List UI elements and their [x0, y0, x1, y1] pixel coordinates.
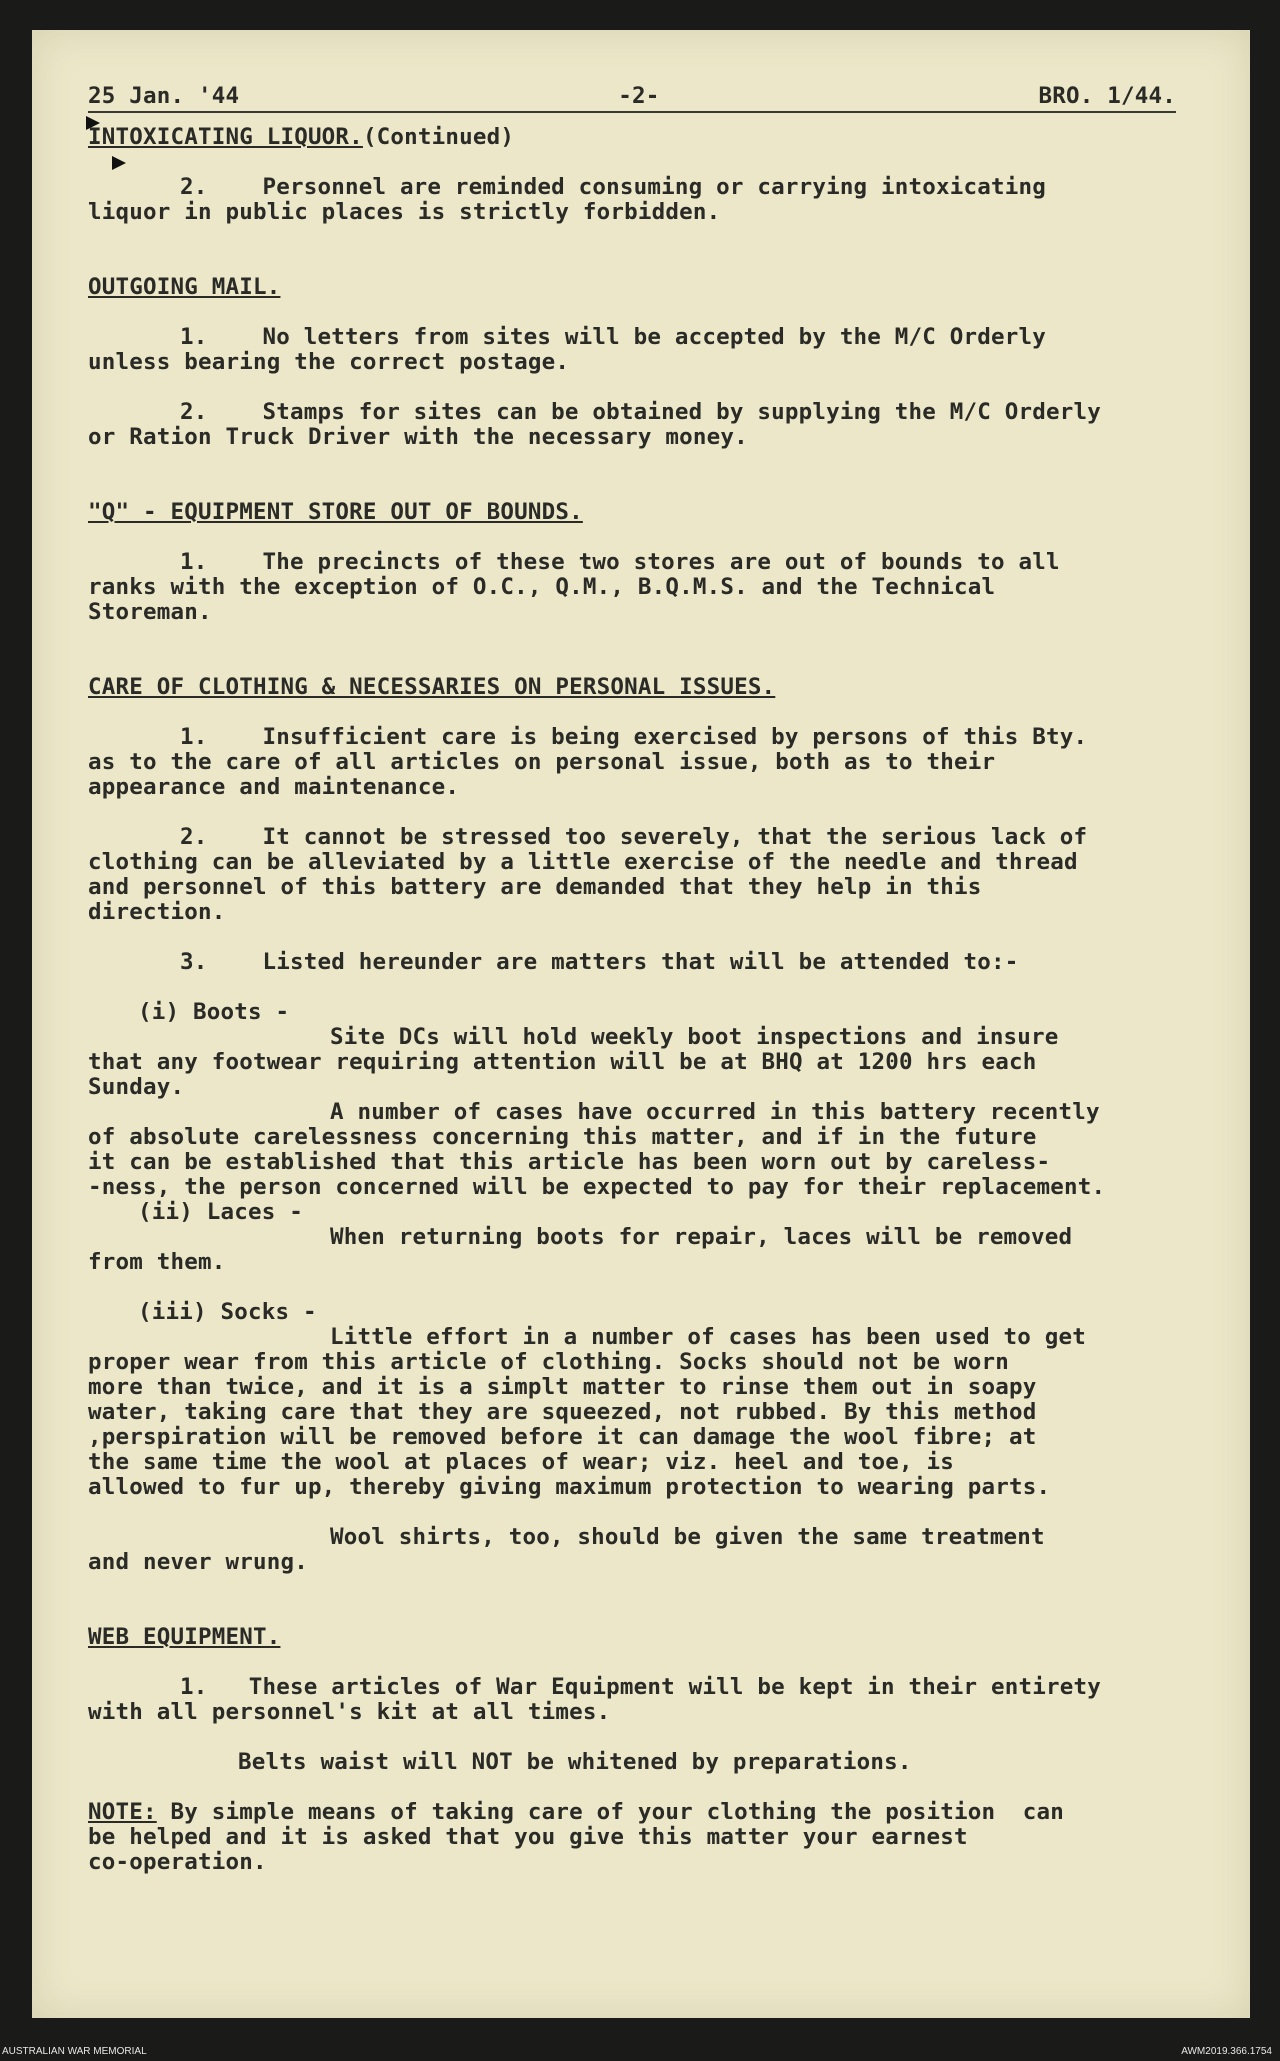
store-paragraph-1: 1. The precincts of these two stores are out of bounds to all ranks with the exception of O.C., Q.M., B.Q.M.S. and the Technical Storeman.	[88, 549, 1060, 625]
header-reference: BRO. 1/44.	[1038, 83, 1176, 109]
socks-label: (iii) Socks -	[138, 1299, 317, 1325]
page-header	[88, 84, 1176, 113]
belts-paragraph: Belts waist will NOT be whitened by preparations.	[238, 1749, 912, 1775]
boots-paragraph-1: Site DCs will hold weekly boot inspections and insure that any footwear requiring attention will be at BHQ at 1200 hrs each Sunday.	[88, 1024, 1059, 1100]
web-paragraph-1: 1. These articles of War Equipment will be kept in their entirety with all personnel's kit at all times.	[88, 1674, 1101, 1725]
mail-paragraph-1: 1. No letters from sites will be accepted by the M/C Orderly unless bearing the correct postage.	[88, 324, 1047, 375]
footer-accession-number: AWM2019.366.1754	[1181, 2046, 1272, 2057]
boots-label: (i) Boots -	[138, 999, 290, 1025]
wool-shirts-paragraph: Wool shirts, too, should be given the same treatment and never wrung.	[88, 1524, 1045, 1575]
heading-outgoing-mail: OUTGOING MAIL.	[88, 274, 281, 300]
clothing-paragraph-2: 2. It cannot be stressed too severely, that the serious lack of clothing can be alleviated by a little exercise of the needle and thread and personnel of this battery are demanded that they help in this direction.	[88, 824, 1088, 925]
heading-care-of-clothing: CARE OF CLOTHING & NECESSARIES ON PERSONAL ISSUES.	[88, 674, 776, 700]
note-text: By simple means of taking care of your clothing the position can be helped and it is asked that you give this matter your earnest co-operation.	[88, 1799, 1064, 1875]
heading-equipment-store: "Q" - EQUIPMENT STORE OUT OF BOUNDS.	[88, 499, 583, 525]
heading-continued: (Continued)	[362, 124, 515, 150]
heading-intoxicating-liquor: INTOXICATING LIQUOR.(Continued)	[88, 124, 515, 150]
document-body	[88, 84, 1218, 1875]
header-page-number: -2-	[618, 83, 660, 109]
laces-label: (ii) Laces -	[138, 1199, 303, 1225]
header-date: 25 Jan. '44	[88, 83, 240, 109]
liquor-paragraph-2: 2. Personnel are reminded consuming or carrying intoxicating liquor in public places is strictly forbidden.	[88, 174, 1047, 225]
boots-paragraph-2: A number of cases have occurred in this battery recently of absolute carelessness concerning this matter, and if in the future it can be established that this article has been worn out by careless- -ness, the person concerned will be expected to pay for their replacement.	[88, 1099, 1106, 1200]
heading-web-equipment: WEB EQUIPMENT.	[88, 1624, 281, 1650]
mail-paragraph-2: 2. Stamps for sites can be obtained by supplying the M/C Orderly or Ration Truck Driver with the necessary money.	[88, 399, 1101, 450]
clothing-paragraph-3: 3. Listed hereunder are matters that will be attended to:-	[180, 949, 1019, 975]
note-label: NOTE:	[88, 1799, 157, 1825]
laces-paragraph-1: When returning boots for repair, laces will be removed from them.	[88, 1224, 1073, 1275]
footer-archive-name: AUSTRALIAN WAR MEMORIAL	[2, 2046, 147, 2057]
clothing-paragraph-1: 1. Insufficient care is being exercised by persons of this Bty. as to the care of all articles on personal issue, both as to their appearance and maintenance.	[88, 724, 1088, 800]
socks-paragraph-1: Little effort in a number of cases has been used to get proper wear from this article of clothing. Socks should not be worn more than twice, and it is a simplt matter to rinse them out in soapy water, taking care that they are squeezed, not rubbed. By this method ,perspiration will be removed before it can damage the wool fibre; at the same time the wool at places of wear; viz. heel and toe, is allowed to fur up, thereby giving maximum protection to wearing parts.	[88, 1324, 1087, 1500]
note-paragraph	[88, 1800, 1218, 1875]
